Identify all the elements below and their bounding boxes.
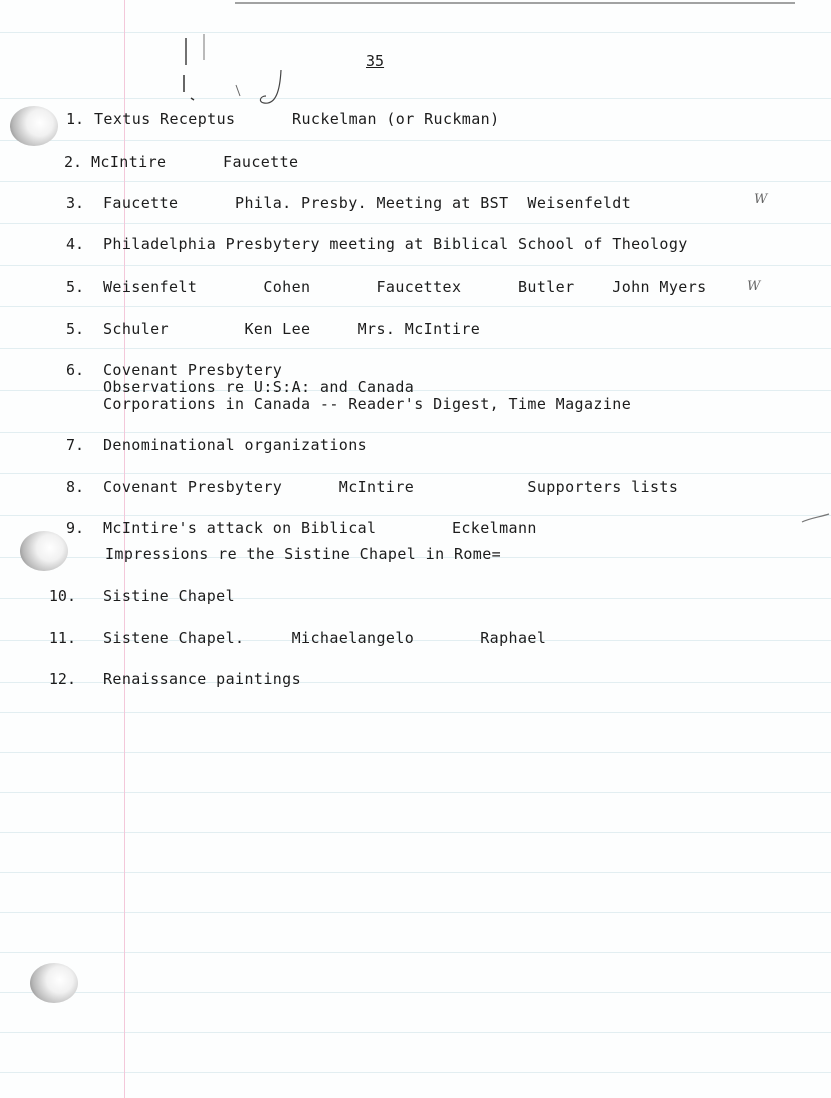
pen-scribble <box>176 30 286 110</box>
item-number: 12. <box>48 670 76 688</box>
margin-mark: W <box>747 279 761 294</box>
item-number: 5. <box>65 320 84 338</box>
item-number: 8. <box>65 478 84 496</box>
list-item-continuation: Observations re U:S:A: and Canada <box>103 378 415 396</box>
binder-hole-top <box>10 106 58 146</box>
item-number: 10. <box>48 587 76 605</box>
list-item-continuation: Corporations in Canada -- Reader's Digest, Time Magazine <box>103 395 632 413</box>
list-item: Covenant Presbytery <box>103 361 283 379</box>
item-number: 4. <box>65 235 84 253</box>
item-number: 11. <box>48 629 76 647</box>
list-item: Philadelphia Presbytery meeting at Biblical School of Theology <box>103 235 688 253</box>
list-item: Textus Receptus Ruckelman (or Ruckman) <box>94 110 500 128</box>
binder-hole-bottom <box>30 963 78 1003</box>
item-number: 9. <box>65 519 84 537</box>
binder-hole-middle <box>20 531 68 571</box>
page-edge <box>235 2 795 4</box>
list-item: Faucette Phila. Presby. Meeting at BST Weisenfeldt <box>103 194 632 212</box>
margin-mark: W <box>754 192 768 207</box>
list-item: Denominational organizations <box>103 436 368 454</box>
list-item: Covenant Presbytery McIntire Supporters lists <box>103 478 679 496</box>
list-item: Renaissance paintings <box>103 670 302 688</box>
item-number: 5. <box>65 278 84 296</box>
item-number: 1. <box>65 110 84 128</box>
list-item-continuation: Impressions re the Sistine Chapel in Rome= <box>105 545 502 563</box>
list-item: Sistene Chapel. Michaelangelo Raphael <box>103 629 547 647</box>
pen-mark <box>800 510 831 528</box>
list-item: Weisenfelt Cohen Faucettex Butler John Myers <box>103 278 707 296</box>
item-number: 7. <box>65 436 84 454</box>
item-number: 2. <box>63 153 82 171</box>
page-number: 35 <box>366 52 385 70</box>
list-item: McIntire Faucette <box>91 153 299 171</box>
item-number: 3. <box>65 194 84 212</box>
list-item: Sistine Chapel <box>103 587 236 605</box>
item-number: 6. <box>65 361 84 379</box>
list-item: McIntire's attack on Biblical Eckelmann <box>103 519 537 537</box>
list-item: Schuler Ken Lee Mrs. McIntire <box>103 320 481 338</box>
